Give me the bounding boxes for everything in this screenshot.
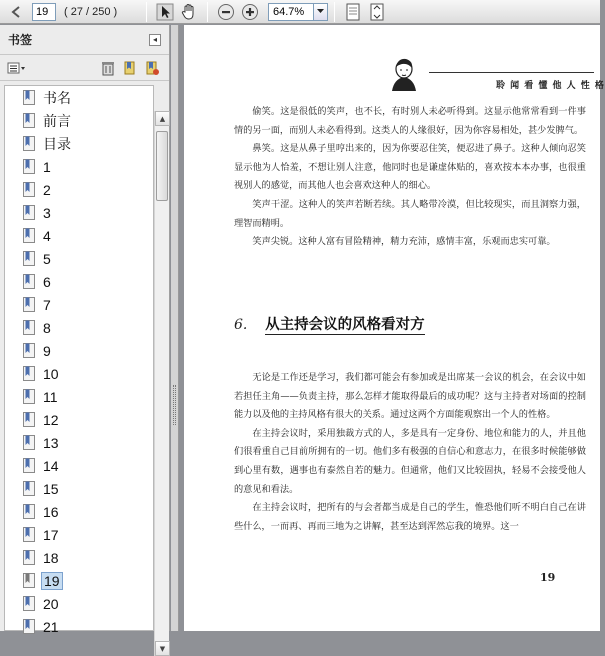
bookmark-icon: [23, 136, 35, 151]
bookmark-label: 书名: [43, 89, 71, 106]
bookmark-icon: [23, 389, 35, 404]
body-text-bottom: [234, 369, 586, 536]
bookmark-item[interactable]: [5, 477, 153, 500]
running-header: 聆 闻 看 懂 他 人 性 格: [496, 81, 605, 91]
bookmark-item[interactable]: [5, 109, 153, 132]
scroll-down-icon[interactable]: ▼: [155, 641, 170, 656]
paragraph: 无论是工作还是学习，我们都可能会有参加或是出席某一会议的机会，在会议中如若担任主角——负责主持，那么怎样才能取得最后的成功呢？这与主持者对场面的控制能力以及他的主持风格有很大的关系。通过这两个方面能观察出一个人的性格。: [234, 372, 586, 421]
header-rule: [429, 72, 594, 73]
bookmark-label: 前言: [43, 112, 71, 129]
new-bookmark-icon[interactable]: [119, 58, 141, 78]
bookmarks-toolbar: [0, 55, 169, 81]
bookmark-label: 5: [43, 250, 51, 267]
document-viewport[interactable]: [180, 25, 605, 631]
bookmark-item[interactable]: [5, 615, 153, 638]
header-portrait-icon: [384, 55, 424, 95]
bookmark-label: 1: [43, 158, 51, 175]
bookmark-item[interactable]: [5, 270, 153, 293]
body-text-top: [234, 103, 586, 252]
bookmark-icon: [23, 228, 35, 243]
bookmark-item[interactable]: [5, 431, 153, 454]
bookmark-icon: [23, 159, 35, 174]
bookmark-item[interactable]: [5, 178, 153, 201]
bookmark-label: 18: [43, 549, 59, 566]
bookmark-item[interactable]: [5, 385, 153, 408]
options-menu-icon[interactable]: [6, 58, 28, 78]
paragraph: 笑声干涩。这种人的笑声若断若续。其人略带冷漠，但比较现实，而且洞察力强，理智而精明。: [234, 198, 586, 229]
bookmarks-panel-header: [0, 25, 169, 55]
zoom-in-icon[interactable]: [238, 1, 262, 23]
bookmark-icon: [23, 90, 35, 105]
bookmark-label: 21: [43, 618, 59, 635]
bookmark-item[interactable]: [5, 500, 153, 523]
bookmark-label: 19: [41, 572, 63, 590]
bookmark-list: [4, 85, 154, 635]
bookmark-icon: [23, 596, 35, 611]
bookmark-label: 目录: [43, 135, 71, 152]
bookmark-item[interactable]: [5, 362, 153, 385]
paragraph: 笑声尖锐。这种人富有冒险精神，精力充沛，感情丰富，乐观而忠实可靠。: [252, 236, 556, 248]
bookmark-icon: [23, 504, 35, 519]
bookmark-item[interactable]: [5, 316, 153, 339]
page-icon[interactable]: [341, 1, 365, 23]
bookmark-item[interactable]: [5, 592, 153, 615]
paragraph: 鼻笑。这是从鼻子里哼出来的，因为你要忍住笑，便忍进了鼻子。这种人倾向忍笑显示他为人恰羞，不想让别人注意，他同时也是谦虚体贴的，喜欢按本本办事，也很重视别人的感觉，而其他人也会喜欢这种人的细心。: [234, 143, 586, 192]
bookmark-icon: [23, 435, 35, 450]
bookmark-label: 16: [43, 503, 59, 520]
bookmark-item[interactable]: [5, 546, 153, 569]
bookmark-icon: [23, 550, 35, 565]
bookmark-scrollbar[interactable]: [154, 111, 169, 656]
zoom-out-icon[interactable]: [214, 1, 238, 23]
bookmark-icon: [23, 205, 35, 220]
bookmark-item[interactable]: [5, 201, 153, 224]
bookmark-icon: [23, 274, 35, 289]
section-heading: [234, 313, 534, 334]
bookmark-icon: [23, 619, 35, 634]
bookmark-label: 6: [43, 273, 51, 290]
bookmark-icon: [23, 343, 35, 358]
paragraph: 偷笑。这是很低的笑声，也不长，有时别人未必听得到。这显示他常常看到一件事情的另一面，而别人未必看得到。这类人的人缘很好，因为你容易相处，甚少发脾气。: [234, 106, 586, 136]
bookmark-item[interactable]: [5, 224, 153, 247]
bookmark-label: 14: [43, 457, 59, 474]
panel-splitter[interactable]: [171, 25, 179, 631]
fit-page-icon[interactable]: [365, 1, 389, 23]
bookmark-item[interactable]: [5, 339, 153, 362]
bookmark-label: 13: [43, 434, 59, 451]
bookmark-item[interactable]: [5, 247, 153, 270]
bookmark-item[interactable]: [5, 155, 153, 178]
trash-icon[interactable]: [97, 58, 119, 78]
bookmark-item[interactable]: [5, 293, 153, 316]
page-number: 19: [540, 571, 556, 584]
bookmark-item[interactable]: [5, 132, 153, 155]
bookmark-label: 15: [43, 480, 59, 497]
bookmark-label: 9: [43, 342, 51, 359]
scroll-up-icon[interactable]: ▲: [155, 111, 170, 126]
bookmark-icon: [23, 527, 35, 542]
bookmark-icon: [23, 458, 35, 473]
toolbar: [0, 0, 600, 24]
scroll-thumb[interactable]: [156, 131, 168, 201]
hand-tool-icon[interactable]: [177, 1, 201, 23]
bookmark-icon: [23, 113, 35, 128]
collapse-panel-icon[interactable]: ◂: [149, 34, 161, 46]
bookmark-label: 3: [43, 204, 51, 221]
bookmark-label: 17: [43, 526, 59, 543]
bookmark-label: 12: [43, 411, 59, 428]
bookmark-item[interactable]: [5, 523, 153, 546]
bookmark-label: 10: [43, 365, 59, 382]
bookmark-icon: [23, 573, 35, 588]
panel-title: 书签: [8, 33, 33, 47]
bookmark-item[interactable]: [5, 569, 153, 592]
bookmark-label: 7: [43, 296, 51, 313]
bookmark-icon: [23, 366, 35, 381]
zoom-input[interactable]: 64.7%: [268, 3, 314, 21]
section-number: 6.: [234, 317, 248, 333]
zoom-dropdown-button[interactable]: [314, 3, 328, 21]
bookmark-properties-icon[interactable]: [141, 58, 163, 78]
toolbar-separator: [334, 2, 335, 22]
select-cursor-icon[interactable]: [153, 1, 177, 23]
bookmark-item[interactable]: [5, 454, 153, 477]
back-arrow-icon[interactable]: [4, 1, 28, 23]
bookmark-icon: [23, 297, 35, 312]
paragraph: 在主持会议时，采用独裁方式的人，多是具有一定身份、地位和能力的人，并且他们很看重自己目前所拥有的一切。他们多有极强的自信心和意志力，在很多时候能够做到心里有数，遇事也有泰然自若的魅力。但通常，他们又比较固执，轻易不会接受他人的意见和看法。: [234, 427, 586, 495]
bookmark-label: 4: [43, 227, 51, 244]
bookmark-label: 8: [43, 319, 51, 336]
bookmarks-panel: [0, 25, 170, 653]
bookmark-item[interactable]: [5, 408, 153, 431]
page-number-input[interactable]: 19: [32, 3, 56, 21]
bookmark-icon: [23, 412, 35, 427]
paragraph: 在主持会议时，把所有的与会者都当成是自己的学生，惟恐他们听不明白自己在讲些什么，一而再、再而三地为之讲解，甚至达到浑然忘我的境界。这一: [234, 502, 586, 532]
bookmark-icon: [23, 481, 35, 496]
splitter-grip: [173, 385, 176, 425]
section-title: 从主持会议的风格看对方: [265, 316, 425, 333]
bookmark-label: 11: [43, 388, 58, 405]
bookmark-item[interactable]: [5, 86, 153, 109]
bookmark-icon: [23, 182, 35, 197]
bookmark-label: 2: [43, 181, 51, 198]
toolbar-separator: [207, 2, 208, 22]
bookmark-icon: [23, 320, 35, 335]
page-count-label: ( 27 / 250 ): [64, 5, 118, 18]
bookmark-label: 20: [43, 595, 59, 612]
toolbar-separator: [146, 2, 147, 22]
document-page: [184, 25, 605, 631]
bookmark-icon: [23, 251, 35, 266]
